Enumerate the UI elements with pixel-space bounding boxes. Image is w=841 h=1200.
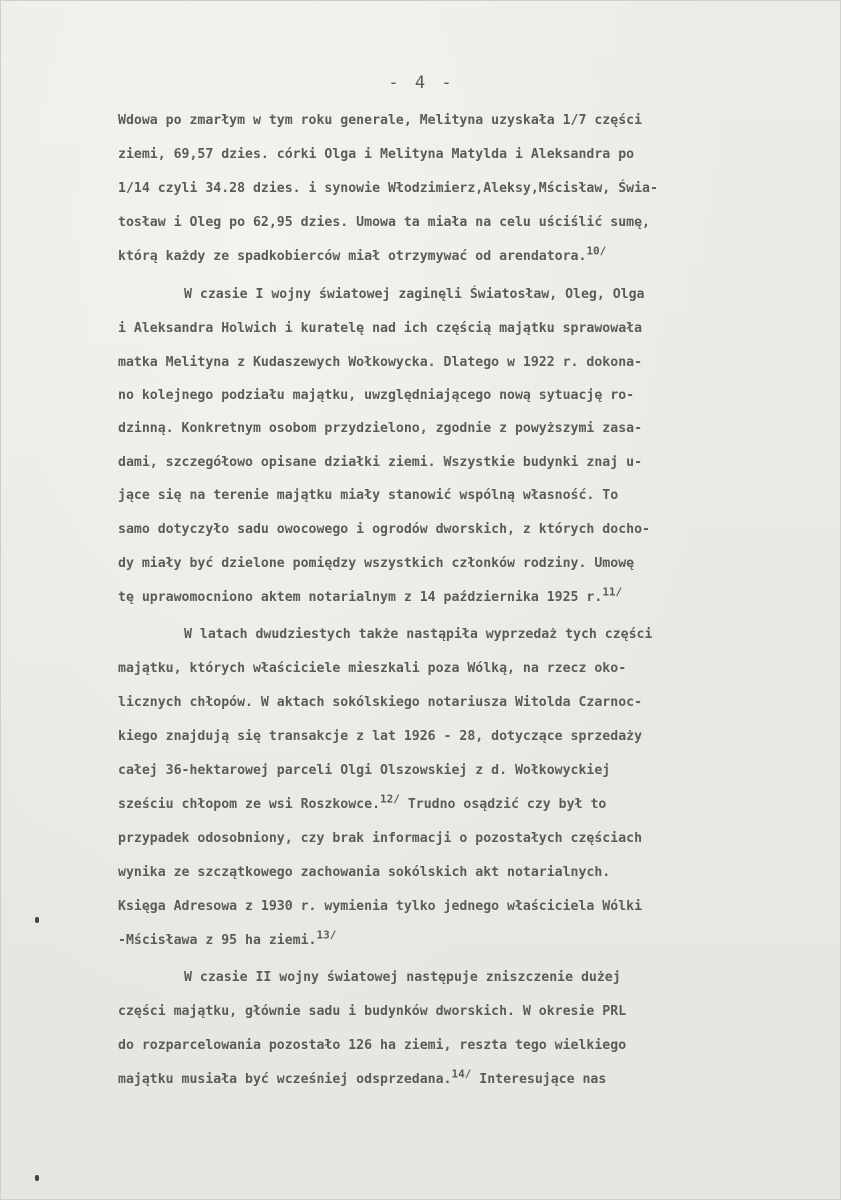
- line-text: W czasie I wojny światowej zaginęli Światosław, Oleg, Olga: [184, 287, 645, 302]
- text-line-4: [118, 210, 823, 236]
- line-text: i Aleksandra Holwich i kuratelę nad ich częścią majątku sprawowała: [118, 321, 643, 336]
- line-text: przypadek odosobniony, czy brak informacji o pozostałych częściach: [118, 831, 643, 846]
- line-text: majątku, których właściciele mieszkali poza Wólką, na rzecz oko-: [118, 661, 627, 676]
- line-text: Wdowa po zmarłym w tym roku generale, Melityna uzyskała 1/7 części: [118, 113, 643, 128]
- text-line-16: [184, 622, 823, 648]
- text-line-17: [118, 656, 823, 682]
- line-text: całej 36-hektarowej parceli Olgi Olszowskiej z d. Wołkowyckiej: [118, 763, 611, 778]
- line-text: -Mścisława z 95 ha ziemi.: [118, 933, 317, 948]
- text-line-13: [118, 517, 823, 543]
- line-text: licznych chłopów. W aktach sokólskiego notariusza Witolda Czarnoc-: [118, 695, 643, 710]
- text-line-21: [118, 792, 823, 818]
- line-text: W czasie II wojny światowej następuje zniszczenie dużej: [184, 970, 621, 985]
- line-text: 1/14 czyli 34.28 dzies. i synowie Włodzimierz,Aleksy,Mścisław, Świa-: [118, 181, 658, 196]
- footnote-ref-12: 12/: [380, 792, 400, 806]
- line-text: Księga Adresowa z 1930 r. wymienia tylko jednego właściciela Wólki: [118, 899, 643, 914]
- line-text: ziemi, 69,57 dzies. córki Olga i Melityna Matylda i Aleksandra po: [118, 147, 635, 162]
- text-line-6: [184, 282, 823, 308]
- line-text: majątku musiała być wcześniej odsprzedana.: [118, 1072, 452, 1087]
- line-text: którą każdy ze spadkobierców miał otrzymywać od arendatora.: [118, 249, 587, 264]
- line-text: W latach dwudziestych także nastąpiła wyprzedaż tych części: [184, 627, 653, 642]
- line-text: części majątku, głównie sadu i budynków dworskich. W okresie PRL: [118, 1004, 627, 1019]
- text-line-24: [118, 894, 823, 920]
- footnote-ref-11: 11/: [602, 585, 623, 599]
- text-line-5: [118, 244, 823, 270]
- text-line-18: [118, 690, 823, 716]
- text-line-9: [118, 383, 823, 409]
- text-line-2: [118, 142, 823, 168]
- line-text-continued: Trudno osądzić czy był to: [399, 797, 607, 812]
- text-line-15: [118, 585, 823, 611]
- line-text: dy miały być dzielone pomiędzy wszystkich członków rodziny. Umowę: [118, 556, 635, 571]
- line-text: kiego znajdują się transakcje z lat 1926 - 28, dotyczące sprzedaży: [118, 729, 643, 744]
- text-line-8: [118, 350, 823, 376]
- line-text: dzinną. Konkretnym osobom przydzielono, zgodnie z powyższymi zasa-: [118, 421, 643, 436]
- text-line-20: [118, 758, 823, 784]
- text-line-12: [118, 483, 823, 509]
- line-text: do rozparcelowania pozostało 126 ha ziemi, reszta tego wielkiego: [118, 1038, 627, 1053]
- scan-speck: [35, 917, 39, 923]
- line-text: wynika ze szczątkowego zachowania sokólskich akt notarialnych.: [118, 865, 611, 880]
- line-text: dami, szczegółowo opisane działki ziemi. Wszystkie budynki znaj u-: [118, 455, 643, 470]
- text-line-26: [184, 965, 823, 991]
- line-text: tosław i Oleg po 62,95 dzies. Umowa ta miała na celu uściślić sumę,: [118, 215, 650, 230]
- text-line-27: [118, 999, 823, 1025]
- line-text: matka Melityna z Kudaszewych Wołkowycka. Dlatego w 1922 r. dokona-: [118, 355, 643, 370]
- text-line-7: [118, 316, 823, 342]
- text-line-29: [118, 1067, 823, 1093]
- footnote-ref-14: 14/: [451, 1067, 472, 1081]
- text-line-14: [118, 551, 823, 577]
- line-text: tę uprawomocniono aktem notarialnym z 14 października 1925 r.: [118, 590, 603, 605]
- footnote-ref-10: 10/: [586, 244, 607, 258]
- line-text: samo dotyczyło sadu owocowego i ogrodów dworskich, z których docho-: [118, 522, 650, 537]
- text-line-25: [118, 928, 823, 954]
- line-text: no kolejnego podziału majątku, uwzględniającego nową sytuację ro-: [118, 388, 635, 403]
- text-line-11: [118, 450, 823, 476]
- text-line-28: [118, 1033, 823, 1059]
- line-text: sześciu chłopom ze wsi Roszkowce.: [118, 797, 381, 812]
- text-line-1: [118, 108, 823, 134]
- text-line-23: [118, 860, 823, 886]
- text-line-22: [118, 826, 823, 852]
- text-line-3: [118, 176, 823, 202]
- text-line-10: [118, 416, 823, 442]
- line-text: jące się na terenie majątku miały stanowić wspólną własność. To: [118, 488, 619, 503]
- scan-speck: [35, 1175, 39, 1181]
- page-number: - 4 -: [388, 73, 455, 93]
- footnote-ref-13: 13/: [316, 928, 337, 942]
- text-line-19: [118, 724, 823, 750]
- line-text-continued: Interesujące nas: [471, 1072, 607, 1087]
